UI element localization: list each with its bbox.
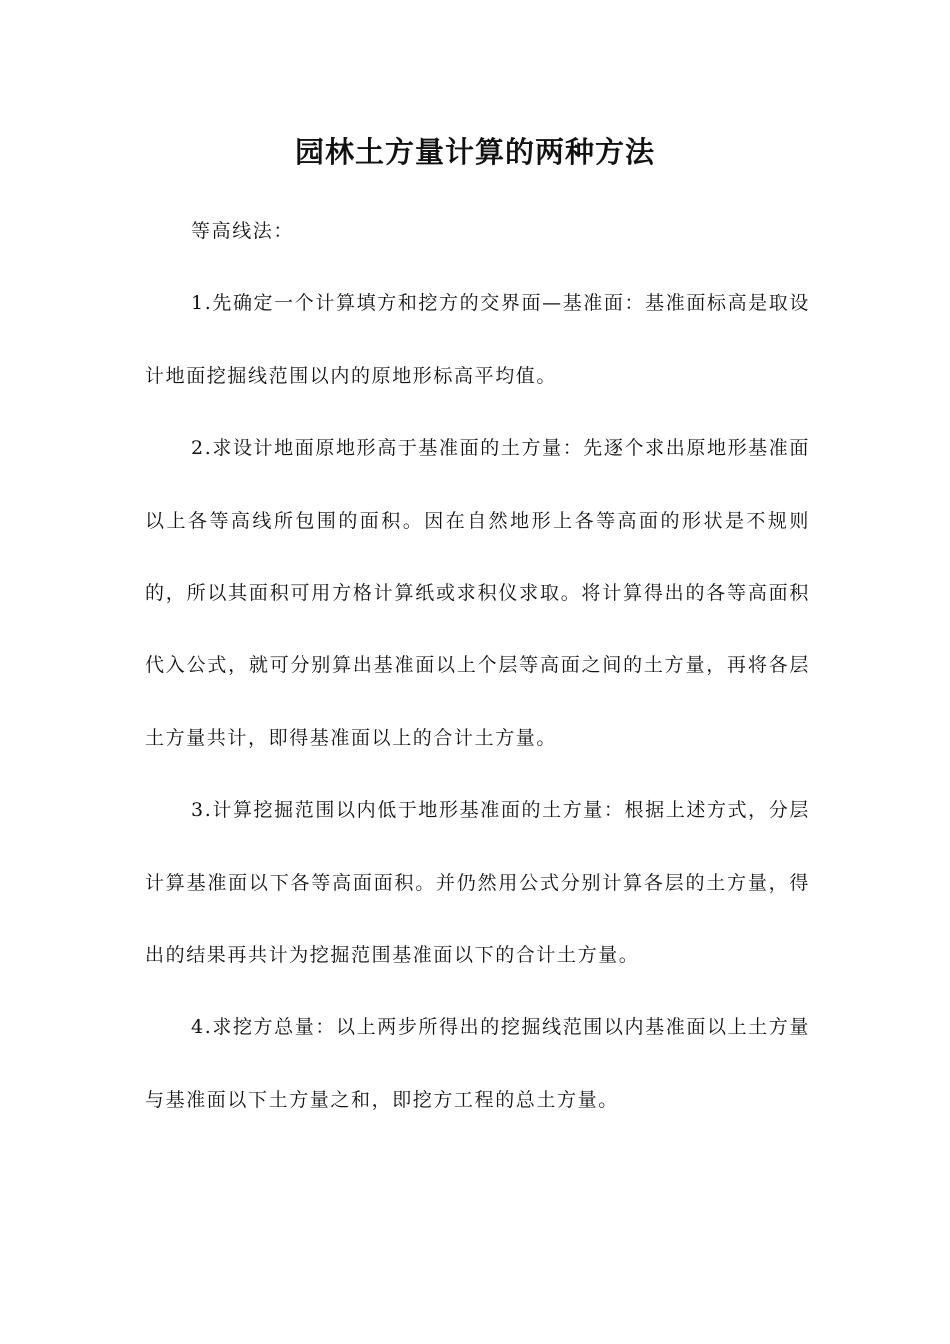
paragraph-step-2: 2.求设计地面原地形高于基准面的土方量：先逐个求出原地形基准面以上各等高线所包围的面积。因在自然地形上各等高面的形状是不规则的，所以其面积可用方格计算纸或求积仪求取。将计算得出的各等高面积代入公式，就可分别算出基准面以上个层等高面之间的土方量，再将各层土方量共计，即得基准面以上的合计土方量。: [145, 437, 810, 749]
document-title: 园林土方量计算的两种方法: [294, 135, 655, 169]
section-heading-contour-method: 等高线法：: [191, 220, 295, 242]
paragraph-step-3: 3.计算挖掘范围以内低于地形基准面的土方量：根据上述方式，分层计算基准面以下各等高面面积。并仍然用公式分别计算各层的土方量，得出的结果再共计为挖掘范围基准面以下的合计土方量。: [145, 799, 810, 967]
paragraph-step-1: 1.先确定一个计算填方和挖方的交界面—基准面：基准面标高是取设计地面挖掘线范围以内的原地形标高平均值。: [145, 292, 810, 387]
paragraph-step-4: 4.求挖方总量：以上两步所得出的挖掘线范围以内基准面以上土方量与基准面以下土方量之和，即挖方工程的总土方量。: [145, 1016, 810, 1111]
document-body: [145, 195, 810, 1136]
